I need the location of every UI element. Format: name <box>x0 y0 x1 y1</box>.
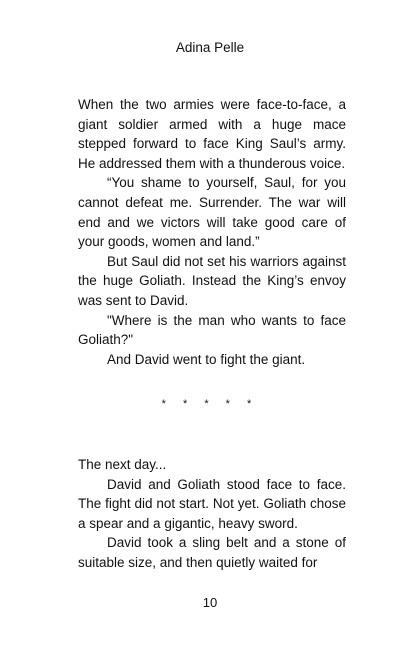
paragraph-david-sling: David took a sling belt and a stone of suitable size, and then quietly waited for <box>78 535 346 570</box>
paragraph-envoy-question: "Where is the man who wants to face Goliath?" <box>78 312 346 348</box>
text-block-section-2 <box>78 455 346 573</box>
paragraph-david-goes: And David went to fight the giant. <box>107 351 306 367</box>
paragraph-armies-face-to-face: When the two armies were face-to-face, a giant soldier armed with a huge mace stepped forward to face King Saul’s army. He addressed them with a thunderous voice. <box>78 97 346 171</box>
paragraph-saul-sends-envoy: But Saul did not set his warriors against the huge Goliath. Instead the King’s envoy was sent to David. <box>78 253 346 308</box>
paragraph-goliath-speech: “You shame to yourself, Saul, for you cannot defeat me. Surrender. The war will end and we victors will take good care of your goods, women and land.” <box>78 175 346 250</box>
paragraph-face-to-face: David and Goliath stood face to face. The fight did not start. Not yet. Goliath chose a spear and a gigantic, heavy sword. <box>78 476 346 531</box>
page-number: 10 <box>202 595 218 610</box>
running-header-author: Adina Pelle <box>175 40 245 55</box>
section-separator: * * * * * <box>161 398 259 410</box>
text-block-section-1 <box>78 95 346 369</box>
paragraph-next-day: The next day... <box>78 457 167 472</box>
